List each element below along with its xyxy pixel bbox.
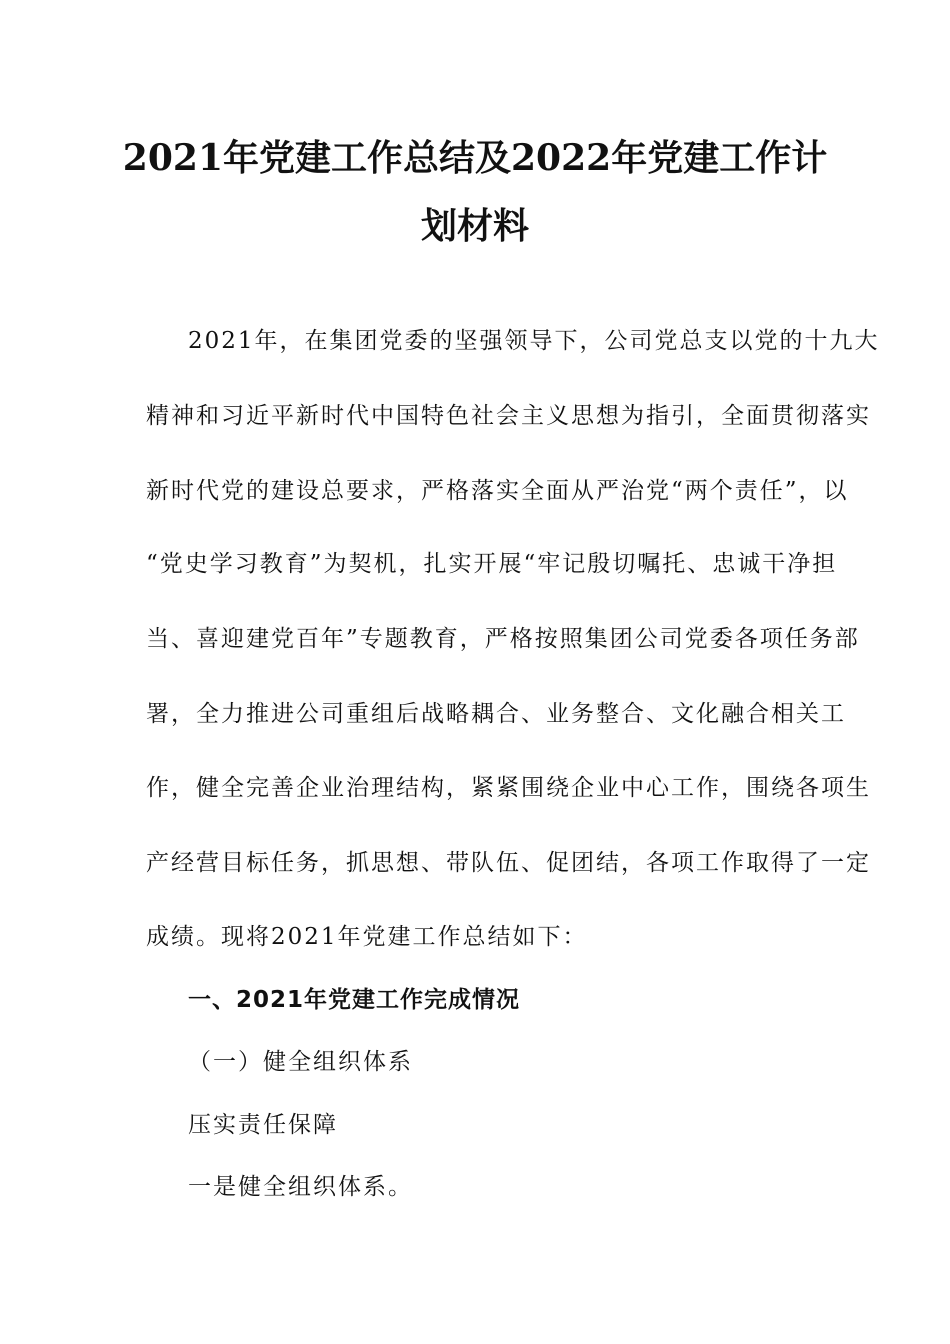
item-one: 一是健全组织体系。 [188, 1174, 413, 1200]
paragraph-line-3: 新时代党的建设总要求，严格落实全面从严治党“两个责任”，以 [146, 478, 849, 504]
paragraph-line-2: 精神和习近平新时代中国特色社会主义思想为指引，全面贯彻落实 [146, 403, 871, 429]
paragraph-line-6: 署，全力推进公司重组后战略耦合、业务整合、文化融合相关工 [146, 701, 846, 727]
document-title-line-2: 划材料 [420, 205, 529, 247]
paragraph-line-4: “党史学习教育”为契机，扎实开展“牢记殷切嘱托、忠诚干净担 [146, 551, 838, 577]
paragraph-line-5: 当、喜迎建党百年”专题教育，严格按照集团公司党委各项任务部 [146, 626, 860, 652]
section-heading: 一、2021年党建工作完成情况 [188, 987, 521, 1013]
paragraph-line-8: 产经营目标任务，抓思想、带队伍、促团结，各项工作取得了一定 [146, 850, 871, 876]
paragraph-line-9: 成绩。现将2021年党建工作总结如下： [146, 924, 588, 950]
document-title-line-1: 2021年党建工作总结及2022年党建工作计 [122, 137, 828, 179]
subsection-heading: （一）健全组织体系 [188, 1049, 413, 1075]
paragraph-line-1: 2021年，在集团党委的坚强领导下，公司党总支以党的十九大 [188, 328, 880, 354]
subsection-heading-continued: 压实责任保障 [188, 1112, 338, 1138]
paragraph-line-7: 作，健全完善企业治理结构，紧紧围绕企业中心工作，围绕各项生 [146, 775, 871, 801]
